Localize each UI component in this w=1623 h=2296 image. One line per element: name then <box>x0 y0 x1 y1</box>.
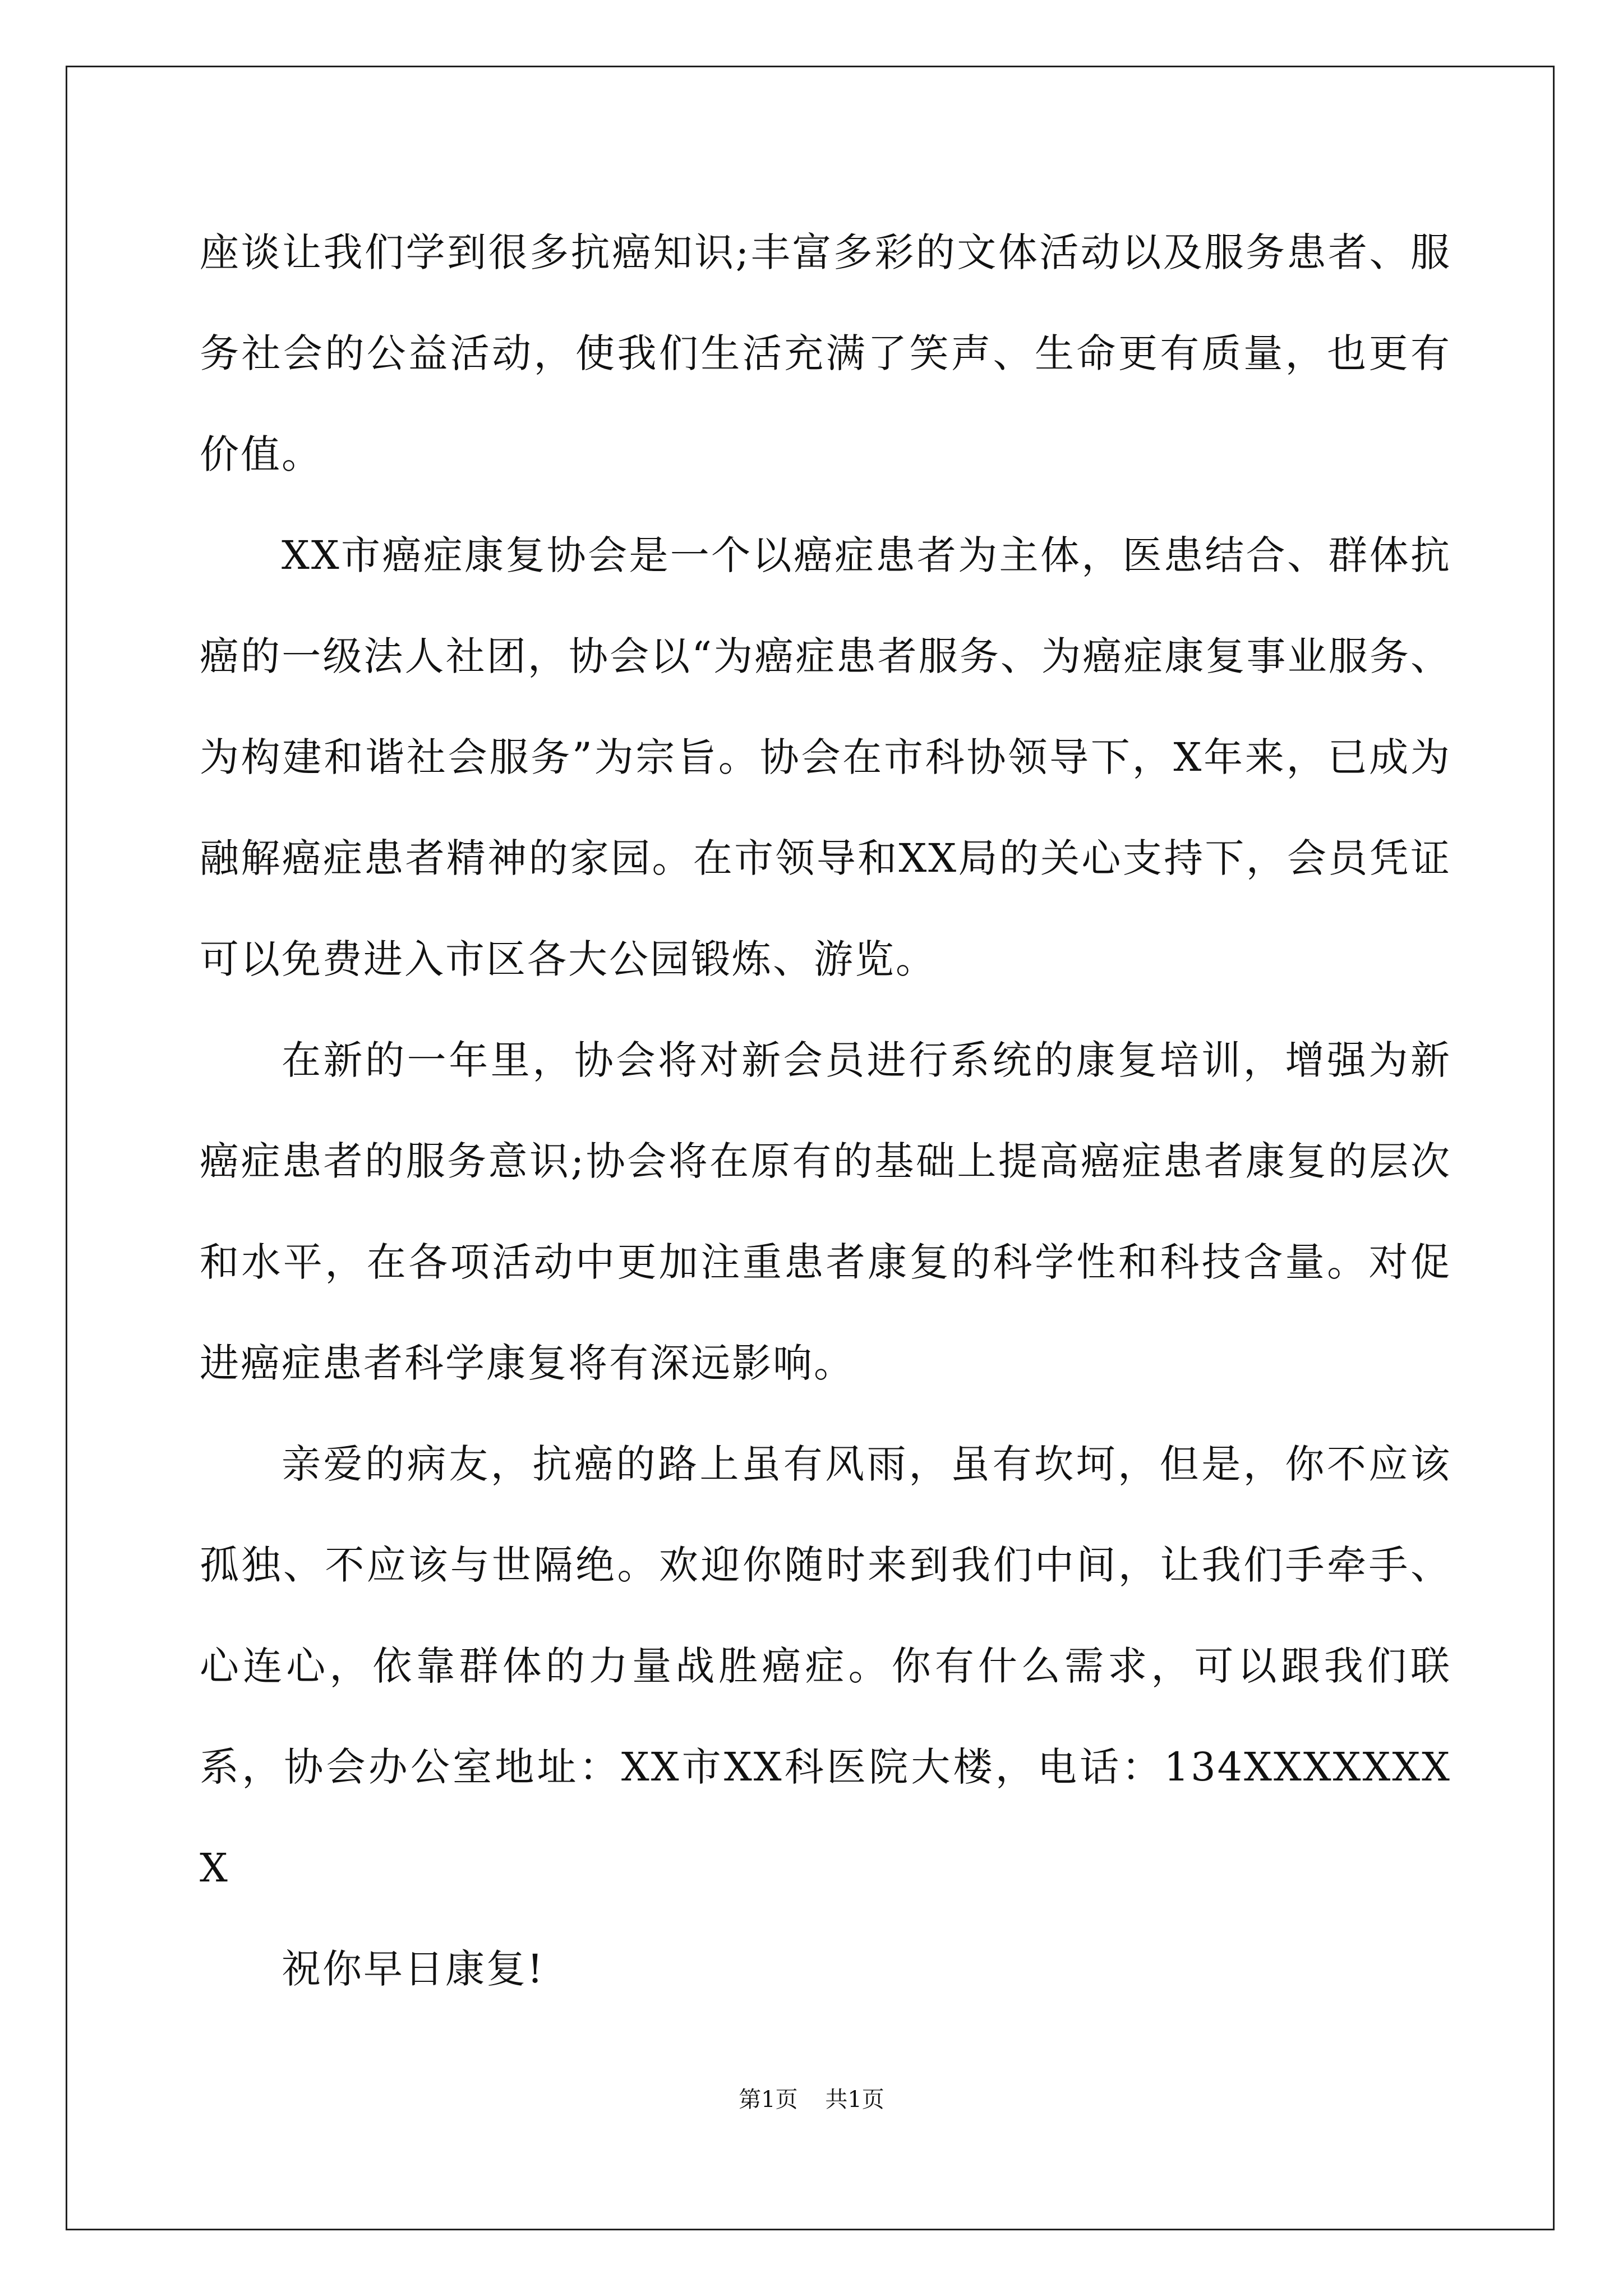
paragraph-closing-wish: 祝你早日康复! <box>282 1946 545 1992</box>
page-number-total: 共1页 <box>825 2087 884 2113</box>
page-footer <box>0 2086 1623 2114</box>
paragraph-continuation: 座谈让我们学到很多抗癌知识;丰富多彩的文体活动以及服务患者、服务社会的公益活动，使我们生活充满了笑声、生命更有质量，也更有价值。 <box>200 229 1451 477</box>
paragraph-invitation-contact: 亲爱的病友，抗癌的路上虽有风雨，虽有坎坷，但是，你不应该孤独、不应该与世隔绝。欢迎你随时来到我们中间，让我们手牵手、心连心，依靠群体的力量战胜癌症。你有什么需求，可以跟我们联系，协会办公室地址：XX市XX科医院大楼，电话：134XXXXXXXX <box>200 1441 1451 1891</box>
page-number-current: 第1页 <box>739 2087 798 2113</box>
paragraph-new-year-plan: 在新的一年里，协会将对新会员进行系统的康复培训，增强为新癌症患者的服务意识;协会将在原有的基础上提高癌症患者康复的层次和水平，在各项活动中更加注重患者康复的科学性和科技含量。对促进癌症患者科学康复将有深远影响。 <box>200 1037 1451 1386</box>
paragraph-association-intro: XX市癌症康复协会是一个以癌症患者为主体，医患结合、群体抗癌的一级法人社团，协会以“为癌症患者服务、为癌症康复事业服务、为构建和谐社会服务”为宗旨。协会在市科协领导下，X年来，已成为融解癌症患者精神的家园。在市领导和XX局的关心支持下，会员凭证可以免费进入市区各大公园锻炼、游览。 <box>200 532 1451 982</box>
document-body <box>200 202 1451 2019</box>
